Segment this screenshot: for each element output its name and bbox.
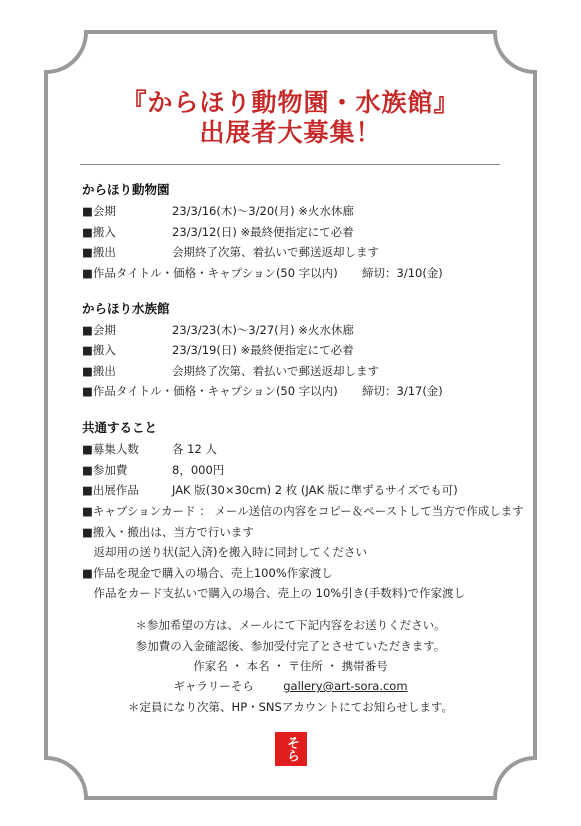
logo-text: そら: [284, 736, 299, 762]
zoo-heading: からほり動物園: [82, 182, 170, 197]
row-value: 23/3/23(木)～3/27(月) ※火水休廊: [172, 323, 354, 337]
footer-line: ＊定員になり次第、HP・SNSアカウントにてお知らせします。: [128, 700, 453, 714]
row-value: 各 12 人: [172, 442, 217, 456]
row-value: 8，000円: [172, 463, 225, 477]
divider: [80, 164, 500, 165]
caption-deadline: 締切：3/17(金): [362, 384, 443, 398]
common-note: ■搬入・搬出は、当方で行います: [82, 525, 254, 539]
row-value: 23/3/19(日) ※最終便指定にて必着: [172, 343, 354, 357]
gallery-name: ギャラリーそら: [173, 679, 254, 693]
row-value: 23/3/16(木)～3/20(月) ※火水休廊: [172, 204, 354, 218]
contact-line: [0, 677, 581, 695]
row-label: ■作品タイトル・価格・キャプション(50 字以内): [82, 266, 338, 280]
footer-line: ＊参加希望の方は、メールにて下記内容をお送りください。: [135, 618, 446, 632]
common-note: 作品をカード支払いで購入の場合、売上の 10%引き(手数料)で作家渡し: [82, 586, 466, 600]
row-value: JAK 版(30×30cm) 2 枚 (JAK 版に準ずるサイズでも可): [172, 483, 458, 497]
common-note: ■キャプションカード ： メール送信の内容をコピー＆ペーストして当方で作成します: [82, 504, 524, 518]
footer-line: 作家名 ・ 本名 ・ 〒住所 ・ 携帯番号: [193, 659, 388, 673]
sora-logo: [275, 732, 307, 766]
aquarium-heading: からほり水族館: [82, 301, 170, 316]
row-label: ■会期: [82, 204, 116, 218]
row-label: ■搬出: [82, 364, 116, 378]
row-label: ■募集人数: [82, 442, 139, 456]
common-note: ■作品を現金で購入の場合、売上100%作家渡し: [82, 566, 333, 580]
row-label: ■参加費: [82, 463, 128, 477]
row-label: ■搬入: [82, 225, 116, 239]
row-label: ■会期: [82, 323, 116, 337]
row-label: ■作品タイトル・価格・キャプション(50 字以内): [82, 384, 338, 398]
footer-line: 参加費の入金確認後、参加受付完了とさせていただきます。: [135, 639, 446, 653]
page-subtitle: 出展者大募集！: [199, 118, 382, 147]
email-link[interactable]: gallery@art-sora.com: [283, 679, 408, 693]
row-value: 会期終了次第、着払いで郵送返却します: [172, 364, 379, 378]
page-title: 『からほり動物園・水族館』: [121, 88, 460, 117]
common-heading: 共通すること: [82, 420, 158, 435]
row-value: 会期終了次第、着払いで郵送返却します: [172, 245, 379, 259]
common-note: 返却用の送り状(記入済)を搬入時に同封してください: [82, 545, 367, 559]
caption-deadline: 締切：3/10(金): [362, 266, 443, 280]
row-label: ■出展作品: [82, 483, 139, 497]
row-value: 23/3/12(日) ※最終便指定にて必着: [172, 225, 354, 239]
row-label: ■搬入: [82, 343, 116, 357]
row-label: ■搬出: [82, 245, 116, 259]
